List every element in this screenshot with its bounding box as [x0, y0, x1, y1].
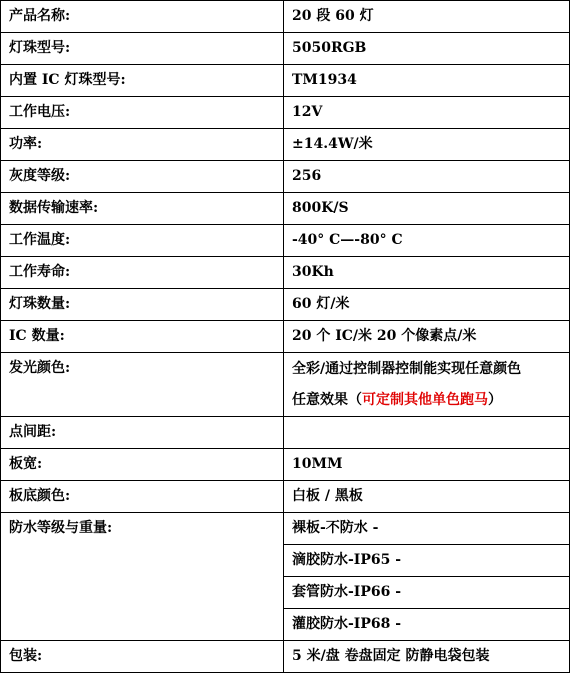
table-row: [1, 225, 570, 257]
value-ic-model: TM1934: [284, 65, 570, 97]
label-board-color: 板底颜色:: [1, 481, 284, 513]
value-light-color: [284, 353, 570, 417]
value-packaging: 5 米/盘 卷盘固定 防静电袋包装: [284, 641, 570, 673]
table-row: [1, 65, 570, 97]
light-color-line-2-prefix: 任意效果（: [292, 391, 362, 408]
value-product-name: 20 段 60 灯: [284, 1, 570, 33]
value-led-count: 60 灯/米: [284, 289, 570, 321]
value-board-color: 白板 / 黑板: [284, 481, 570, 513]
value-grayscale: 256: [284, 161, 570, 193]
label-grayscale: 灰度等级:: [1, 161, 284, 193]
value-temperature: -40° C—-80° C: [284, 225, 570, 257]
table-row: [1, 1, 570, 33]
label-data-rate: 数据传输速率:: [1, 193, 284, 225]
label-waterproof: 防水等级与重量:: [1, 513, 284, 641]
table-row: [1, 289, 570, 321]
label-power: 功率:: [1, 129, 284, 161]
label-led-count: 灯珠数量:: [1, 289, 284, 321]
label-temperature: 工作温度:: [1, 225, 284, 257]
value-pitch: [284, 417, 570, 449]
table-row: [1, 33, 570, 65]
table-row: [1, 97, 570, 129]
table-row: [1, 129, 570, 161]
light-color-line-2: [292, 385, 569, 416]
table-row: [1, 417, 570, 449]
table-row: [1, 449, 570, 481]
value-power: ±14.4W/米: [284, 129, 570, 161]
label-board-width: 板宽:: [1, 449, 284, 481]
table-row: [1, 353, 570, 417]
value-led-model: 5050RGB: [284, 33, 570, 65]
label-product-name: 产品名称:: [1, 1, 284, 33]
table-row: [1, 321, 570, 353]
custom-color-note: 可定制其他单色跑马: [362, 391, 488, 408]
table-row: [1, 513, 570, 545]
light-color-line-1: 全彩/通过控制器控制能实现任意颜色: [292, 360, 522, 377]
table-row: [1, 641, 570, 673]
value-waterproof-bare: 裸板-不防水 -: [284, 513, 570, 545]
value-data-rate: 800K/S: [284, 193, 570, 225]
label-voltage: 工作电压:: [1, 97, 284, 129]
value-ic-count: 20 个 IC/米 20 个像素点/米: [284, 321, 570, 353]
value-waterproof-ip66: 套管防水-IP66 -: [284, 577, 570, 609]
value-waterproof-ip65: 滴胶防水-IP65 -: [284, 545, 570, 577]
label-ic-model: 内置 IC 灯珠型号:: [1, 65, 284, 97]
label-led-model: 灯珠型号:: [1, 33, 284, 65]
table-row: [1, 481, 570, 513]
label-ic-count: IC 数量:: [1, 321, 284, 353]
table-row: [1, 257, 570, 289]
table-row: [1, 193, 570, 225]
table-row: [1, 161, 570, 193]
value-board-width: 10MM: [284, 449, 570, 481]
value-lifetime: 30Kh: [284, 257, 570, 289]
label-pitch: 点间距:: [1, 417, 284, 449]
label-packaging: 包装:: [1, 641, 284, 673]
label-lifetime: 工作寿命:: [1, 257, 284, 289]
label-light-color: 发光颜色:: [1, 353, 284, 417]
value-voltage: 12V: [284, 97, 570, 129]
value-waterproof-ip68: 灌胶防水-IP68 -: [284, 609, 570, 641]
light-color-line-2-suffix: ）: [488, 391, 502, 408]
